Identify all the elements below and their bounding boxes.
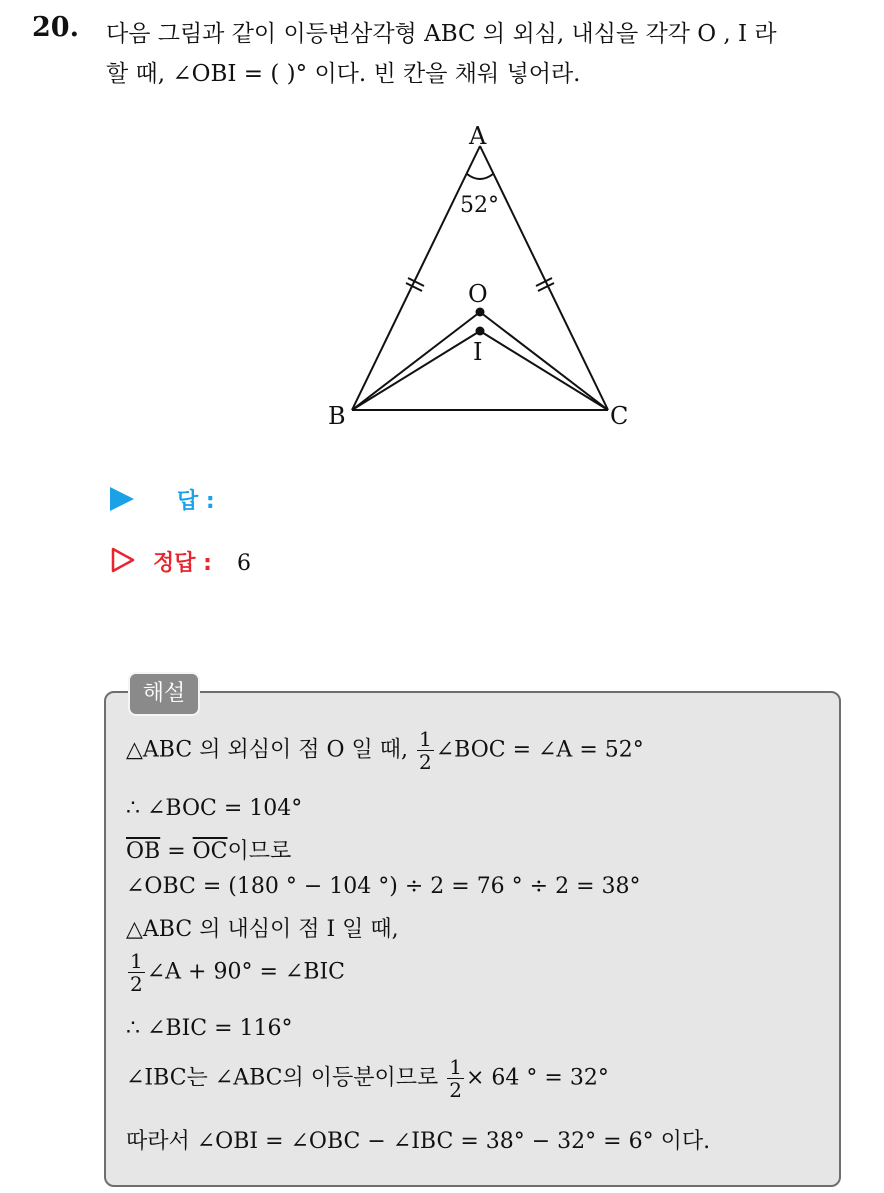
label-c: C — [610, 402, 629, 430]
explanation-line-2: ∴ ∠BOC = 104° — [126, 796, 303, 821]
label-a: A — [469, 122, 487, 150]
question-text-line-1: 다음 그림과 같이 이등변삼각형 ABC 의 외심, 내심을 각각 O , I 라 — [106, 21, 777, 47]
answer-row — [110, 484, 215, 515]
explanation-tab: 해설 — [128, 672, 200, 716]
label-b: B — [328, 402, 346, 430]
explanation-line-9: 따라서 ∠OBI = ∠OBC − ∠IBC = 38° − 32° = 6° 이다. — [126, 1129, 711, 1154]
fraction-half: $\frac{1}{2}$ — [418, 727, 432, 774]
open-triangle-icon — [110, 547, 136, 573]
explanation-line-4: ∠OBC = (180 ° − 104 °) ÷ 2 = 76 ° ÷ 2 = 38° — [126, 874, 641, 899]
question-text-line-2: 할 때, ∠OBI = ( )° 이다. 빈 칸을 채워 넣어라. — [106, 61, 581, 87]
question-number: 20. — [32, 12, 79, 43]
fraction-half: $\frac{1}{2}$ — [130, 949, 143, 996]
play-triangle-icon — [110, 487, 134, 511]
answer-label: 답 : — [177, 489, 215, 514]
explanation-line-5: △ABC 의 내심이 점 I 일 때, — [126, 917, 399, 942]
fraction-half: $\frac{1}{2}$ — [449, 1055, 462, 1102]
angle-a-arc — [467, 174, 493, 179]
explanation-line-8: ∠IBC는 ∠ABC의 이등분이므로 $\frac{1}{2}$ × 64 ° = 32° — [126, 1055, 609, 1102]
point-i — [476, 327, 485, 336]
angle-label: 52° — [460, 193, 499, 218]
label-o: O — [468, 280, 488, 308]
explanation-line-7: ∴ ∠BIC = 116° — [126, 1016, 293, 1041]
explanation-line-6: $\frac{1}{2}$ ∠A + 90° = ∠BIC — [130, 949, 346, 996]
point-o — [476, 308, 485, 317]
correct-answer-value: 6 — [236, 551, 251, 576]
explanation-line-1: △ABC 의 외심이 점 O 일 때, $\frac{1}{2}$ ∠BOC = ∠A = 52° — [126, 727, 644, 774]
segment-bo — [352, 312, 483, 410]
triangle-figure — [320, 112, 640, 442]
label-i: I — [473, 338, 483, 366]
correct-answer-row — [110, 546, 251, 577]
segment-co — [480, 312, 608, 410]
correct-answer-label: 정답 : — [153, 551, 212, 576]
explanation-line-3: $\overline{OB} = \overline{OC}$이므로 — [126, 839, 292, 864]
